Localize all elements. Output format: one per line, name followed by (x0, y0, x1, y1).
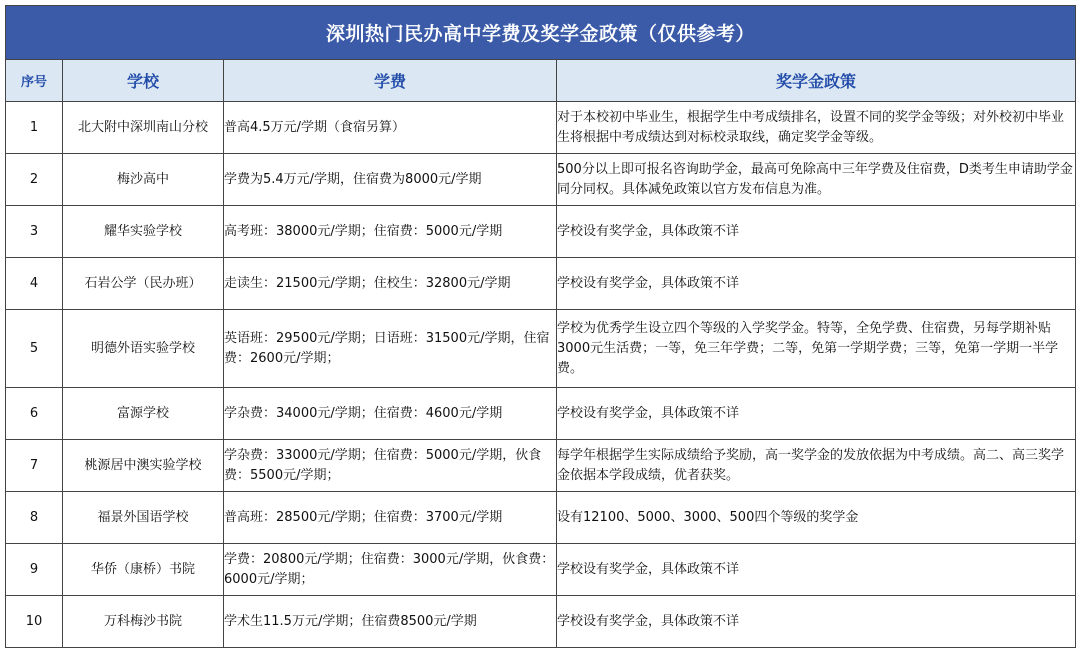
row-number: 6 (6, 388, 63, 440)
header-policy: 奖学金政策 (557, 60, 1076, 102)
tuition-fee: 走读生：21500元/学期；住校生：32800元/学期 (224, 258, 557, 310)
school-name: 福景外国语学校 (63, 492, 224, 544)
scholarship-policy: 对于本校初中毕业生，根据学生中考成绩排名，设置不同的奖学金等级；对外校初中毕业生将根据中考成绩达到对标校录取线，确定奖学金等级。 (557, 102, 1076, 154)
school-name: 明德外语实验学校 (63, 310, 224, 388)
tuition-fee: 学杂费：34000元/学期；住宿费：4600元/学期 (224, 388, 557, 440)
table-row (6, 310, 1076, 388)
scholarship-policy: 学校为优秀学生设立四个等级的入学奖学金。特等，全免学费、住宿费，另每学期补贴3000元生活费；一等，免三年学费；二等，免第一学期学费；三等，免第一学期一半学费。 (557, 310, 1076, 388)
tuition-fee: 高考班：38000元/学期；住宿费：5000元/学期 (224, 206, 557, 258)
tuition-fee: 普高4.5万元/学期（食宿另算） (224, 102, 557, 154)
tuition-fee: 英语班：29500元/学期；日语班：31500元/学期，住宿费：2600元/学期； (224, 310, 557, 388)
row-number: 3 (6, 206, 63, 258)
school-name: 富源学校 (63, 388, 224, 440)
table-row (6, 206, 1076, 258)
table-row (6, 440, 1076, 492)
scholarship-policy: 学校设有奖学金，具体政策不详 (557, 596, 1076, 648)
table-row (6, 388, 1076, 440)
row-number: 7 (6, 440, 63, 492)
row-number: 9 (6, 544, 63, 596)
scholarship-policy: 学校设有奖学金，具体政策不详 (557, 544, 1076, 596)
tuition-fee: 学费：20800元/学期；住宿费：3000元/学期，伙食费：6000元/学期； (224, 544, 557, 596)
scholarship-policy: 设有12100、5000、3000、500四个等级的奖学金 (557, 492, 1076, 544)
scholarship-policy: 学校设有奖学金，具体政策不详 (557, 258, 1076, 310)
school-name: 桃源居中澳实验学校 (63, 440, 224, 492)
table-row (6, 544, 1076, 596)
scholarship-policy: 500分以上即可报名咨询助学金，最高可免除高中三年学费及住宿费，D类考生申请助学金同分同权。具体减免政策以官方发布信息为准。 (557, 154, 1076, 206)
fee-table-sheet (5, 5, 1075, 648)
school-name: 石岩公学（民办班） (63, 258, 224, 310)
table-row (6, 258, 1076, 310)
table-title: 深圳热门民办高中学费及奖学金政策（仅供参考） (6, 6, 1076, 60)
row-number: 8 (6, 492, 63, 544)
school-name: 梅沙高中 (63, 154, 224, 206)
school-name: 北大附中深圳南山分校 (63, 102, 224, 154)
row-number: 10 (6, 596, 63, 648)
tuition-fee: 学杂费：33000元/学期；住宿费：5000元/学期，伙食费：5500元/学期； (224, 440, 557, 492)
tuition-fee: 学术生11.5万元/学期；住宿费8500元/学期 (224, 596, 557, 648)
fee-table (5, 5, 1076, 648)
scholarship-policy: 每学年根据学生实际成绩给予奖励，高一奖学金的发放依据为中考成绩。高二、高三奖学金依据本学段成绩，优者获奖。 (557, 440, 1076, 492)
table-row (6, 492, 1076, 544)
header-number: 序号 (6, 60, 63, 102)
school-name: 万科梅沙书院 (63, 596, 224, 648)
scholarship-policy: 学校设有奖学金，具体政策不详 (557, 206, 1076, 258)
table-row (6, 154, 1076, 206)
scholarship-policy: 学校设有奖学金，具体政策不详 (557, 388, 1076, 440)
row-number: 1 (6, 102, 63, 154)
tuition-fee: 普高班：28500元/学期；住宿费：3700元/学期 (224, 492, 557, 544)
row-number: 5 (6, 310, 63, 388)
school-name: 华侨（康桥）书院 (63, 544, 224, 596)
table-row (6, 102, 1076, 154)
row-number: 4 (6, 258, 63, 310)
title-row (6, 6, 1076, 60)
row-number: 2 (6, 154, 63, 206)
tuition-fee: 学费为5.4万元/学期，住宿费为8000元/学期 (224, 154, 557, 206)
table-row (6, 596, 1076, 648)
header-school: 学校 (63, 60, 224, 102)
header-fee: 学费 (224, 60, 557, 102)
header-row (6, 60, 1076, 102)
school-name: 耀华实验学校 (63, 206, 224, 258)
